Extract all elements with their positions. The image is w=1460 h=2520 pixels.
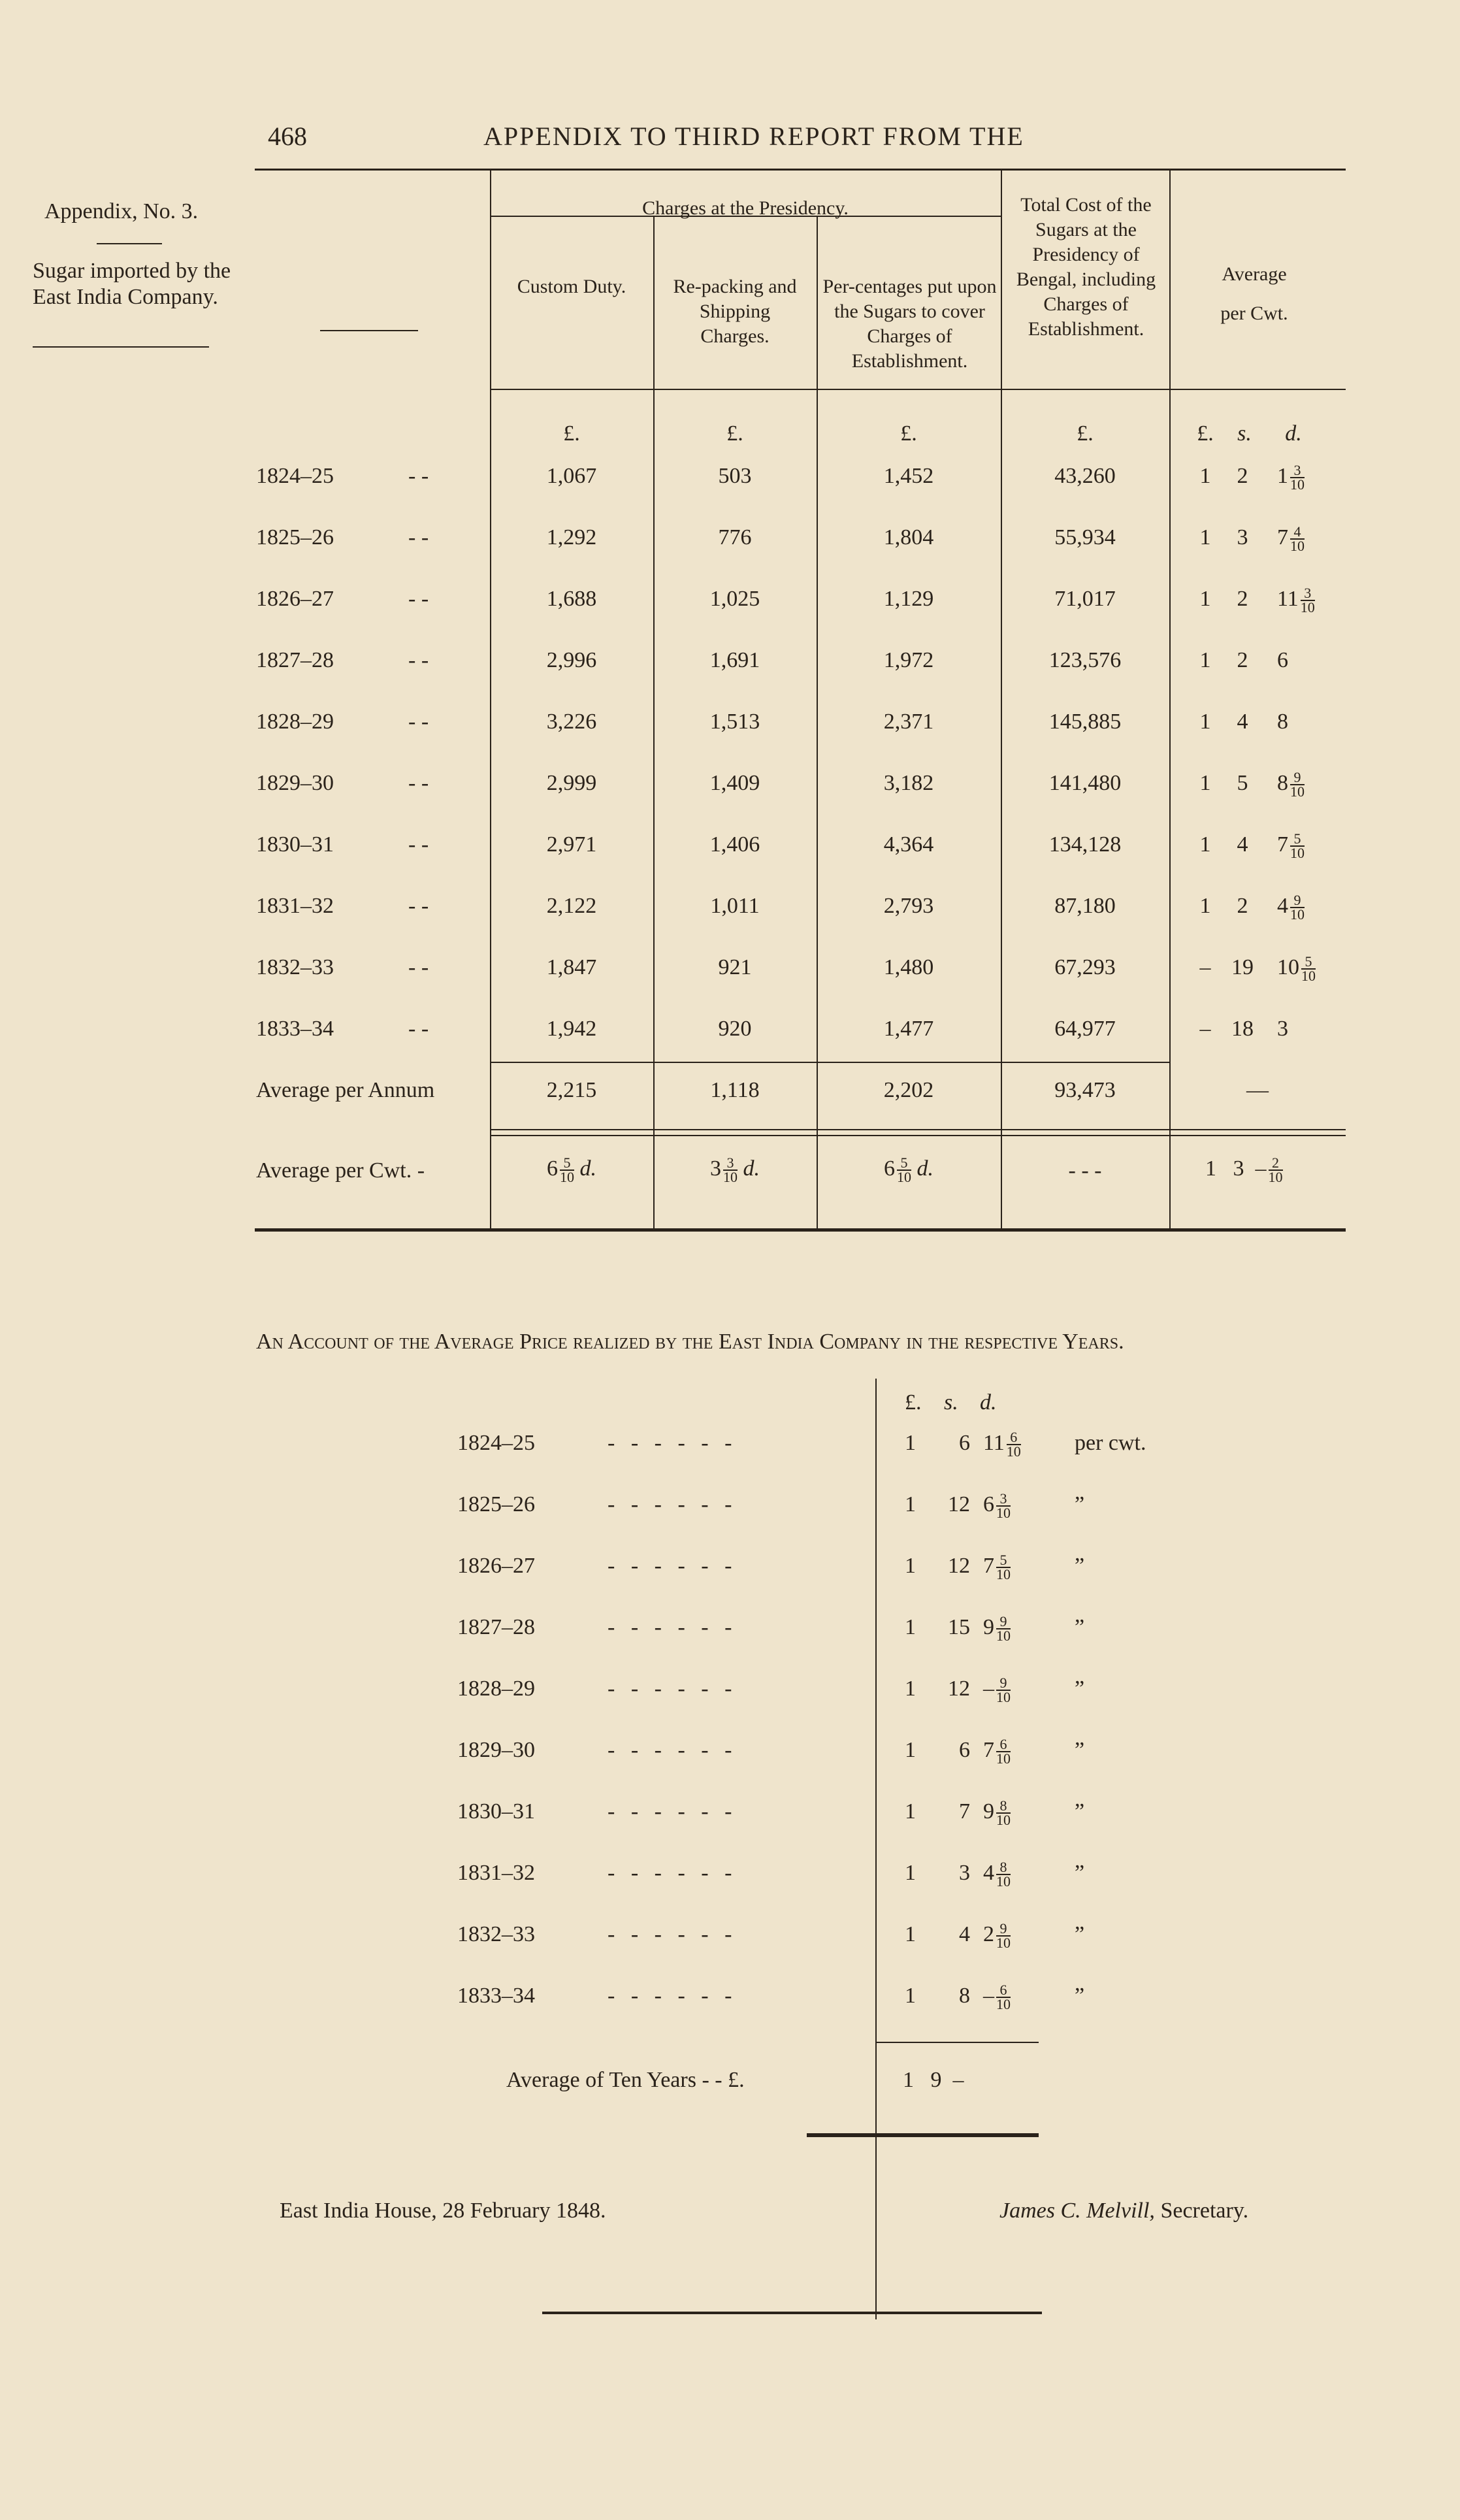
- account-row-year: 1825–26: [457, 1492, 535, 1516]
- row-avg-shillings: 3: [1237, 525, 1248, 549]
- row-avg-pence: [1277, 710, 1288, 734]
- account-row-pence: [983, 1922, 1011, 1950]
- row-year: 1829–30: [256, 771, 334, 795]
- row-custom-duty: 2,999: [546, 771, 597, 795]
- account-row-pounds: 1: [905, 1431, 916, 1455]
- account-row-year: 1832–33: [457, 1922, 535, 1946]
- page-number: 468: [268, 122, 307, 151]
- account-row-pounds: 1: [905, 1554, 916, 1578]
- fraction-denominator: 10: [1006, 1443, 1021, 1460]
- avg-annum-repack: 1,118: [710, 1078, 760, 1102]
- account-row-suffix: ”: [1075, 1799, 1085, 1824]
- row-dash: - -: [408, 894, 429, 918]
- row-avg-pence: [1277, 771, 1305, 798]
- fraction: [996, 1738, 1011, 1765]
- account-unit-pence: d.: [980, 1390, 997, 1415]
- row-avg-pence: [1277, 832, 1305, 860]
- pence-whole: 11: [983, 1431, 1005, 1455]
- account-row-pence: [983, 1492, 1011, 1520]
- fraction-numerator: 8: [996, 1861, 1011, 1875]
- fraction-numerator: 3: [1301, 587, 1315, 601]
- row-avg-pence: [1277, 648, 1288, 673]
- row-avg-pounds: 1: [1199, 832, 1211, 857]
- row-avg-shillings: 4: [1237, 832, 1248, 857]
- fraction-numerator: 3: [1290, 464, 1305, 478]
- row-percentages: 1,452: [883, 464, 934, 488]
- account-row-shillings: 4: [959, 1922, 970, 1946]
- row-year: 1828–29: [256, 710, 334, 734]
- row-year: 1824–25: [256, 464, 334, 488]
- row-year: 1827–28: [256, 648, 334, 672]
- row-repacking: 1,691: [709, 648, 760, 672]
- fraction-denominator: 10: [1290, 783, 1305, 800]
- account-row-suffix: ”: [1075, 1492, 1085, 1516]
- account-row-pounds: 1: [905, 1922, 916, 1946]
- header-custom-duty: Custom Duty.: [517, 276, 626, 297]
- fraction-denominator: 10: [1301, 968, 1316, 985]
- row-percentages: 3,182: [883, 771, 934, 795]
- avg-cwt-repack: 3 $\frac{3}{10}$ d.: [710, 1154, 760, 1186]
- row-avg-pounds: 1: [1199, 587, 1211, 611]
- row-dash: - -: [408, 1017, 429, 1041]
- row-avg-pounds: –: [1199, 1017, 1211, 1041]
- row-custom-duty: 1,292: [546, 525, 597, 549]
- row-custom-duty: 2,971: [546, 832, 597, 857]
- fraction: [1290, 464, 1305, 491]
- account-row-year: 1830–31: [457, 1799, 535, 1824]
- account-row-suffix: ”: [1075, 1922, 1085, 1946]
- fraction-numerator: 4: [1290, 525, 1305, 540]
- account-row-pounds: 1: [905, 1861, 916, 1885]
- fraction: [996, 1799, 1011, 1827]
- unit-total: £.: [1077, 421, 1094, 446]
- fraction-numerator: 8: [996, 1799, 1011, 1814]
- account-row-year: 1827–28: [457, 1615, 535, 1639]
- avg-cwt-average: 1 3 – $\frac{2}{10}$: [1205, 1154, 1283, 1186]
- fraction: [996, 1861, 1011, 1888]
- fraction-denominator: 10: [1290, 845, 1305, 862]
- row-avg-pence: [1277, 587, 1315, 614]
- fraction-numerator: 9: [996, 1615, 1011, 1629]
- fraction: [996, 1984, 1011, 2011]
- pence-whole: 1: [1277, 464, 1288, 488]
- fraction-numerator: 9: [996, 1677, 1011, 1691]
- fraction-numerator: 9: [1290, 894, 1305, 908]
- row-avg-pence: [1277, 525, 1305, 553]
- table1-bottom-rule: [255, 1228, 1346, 1232]
- pence-whole: 10: [1277, 955, 1299, 979]
- account-row-year: 1826–27: [457, 1554, 535, 1578]
- account-row-dashes: - - - - - -: [608, 1492, 738, 1516]
- account-row-shillings: 12: [948, 1554, 970, 1578]
- fraction: [1007, 1431, 1021, 1458]
- pence-whole: 2: [983, 1922, 994, 1946]
- pence-whole: –: [983, 1677, 994, 1701]
- account-row-year: 1824–25: [457, 1431, 535, 1455]
- fraction-denominator: 10: [996, 1750, 1011, 1767]
- pence-whole: 4: [983, 1861, 994, 1885]
- fraction-denominator: 10: [996, 1566, 1011, 1583]
- row-dash: - -: [408, 464, 429, 488]
- account-row-dashes: - - - - - -: [608, 1738, 738, 1762]
- account-row-dashes: - - - - - -: [608, 1984, 738, 2008]
- row-percentages: 2,793: [883, 894, 934, 918]
- row-total-cost: 134,128: [1048, 832, 1122, 857]
- fraction-numerator: 9: [996, 1922, 1011, 1937]
- account-row-pence: [983, 1738, 1011, 1765]
- table1-divider-5: [1169, 170, 1171, 1232]
- row-dash: - -: [408, 955, 429, 979]
- header-total-cost: Total Cost of the Sugars at the Presidency of Bengal, including Charges of Establishment.: [1016, 194, 1156, 340]
- side-rule-1: [97, 243, 162, 244]
- row-year: 1825–26: [256, 525, 334, 549]
- account-row-dashes: - - - - - -: [608, 1431, 738, 1455]
- account-average-value: 1 9 –: [903, 2068, 964, 2092]
- row-custom-duty: 1,847: [546, 955, 597, 979]
- signatory-role: Secretary.: [1160, 2199, 1249, 2223]
- account-row-pence: [983, 1799, 1011, 1827]
- avg-cwt-percent: 6 $\frac{5}{10}$ d.: [884, 1154, 933, 1186]
- account-row-dashes: - - - - - -: [608, 1615, 738, 1639]
- account-bottom-rule: [807, 2133, 1039, 2137]
- row-custom-duty: 2,122: [546, 894, 597, 918]
- row-custom-duty: 2,996: [546, 648, 597, 672]
- row-dash: - -: [408, 832, 429, 857]
- account-divider: [875, 1379, 877, 2319]
- fraction-denominator: 10: [1290, 476, 1305, 493]
- fraction-denominator: 10: [996, 1689, 1011, 1706]
- row-custom-duty: 1,942: [546, 1017, 597, 1041]
- row-percentages: 1,972: [883, 648, 934, 672]
- fraction: [1290, 525, 1305, 553]
- page-title: APPENDIX TO THIRD REPORT FROM THE: [483, 122, 1024, 151]
- unit-avg-shillings: s.: [1237, 421, 1252, 446]
- side-subject: Sugar imported by the East India Company.: [33, 259, 231, 309]
- fraction-denominator: 10: [996, 1873, 1011, 1890]
- row-total-cost: 123,576: [1048, 648, 1122, 672]
- row-repacking: 921: [718, 955, 752, 979]
- avg-annum-custom: 2,215: [546, 1078, 597, 1102]
- fraction-denominator: 10: [996, 1935, 1011, 1952]
- row-dash: - -: [408, 710, 429, 734]
- row-repacking: 776: [718, 525, 752, 549]
- row-dash: - -: [408, 771, 429, 795]
- pence-whole: 6: [983, 1492, 994, 1516]
- row-avg-pounds: 1: [1199, 525, 1211, 549]
- account-row-suffix: ”: [1075, 1554, 1085, 1578]
- unit-percent: £.: [900, 421, 917, 446]
- pence-whole: 7: [983, 1554, 994, 1578]
- row-avg-pence: [1277, 894, 1305, 921]
- signatory-name: James C. Melvill,: [999, 2199, 1155, 2223]
- pence-whole: 4: [1277, 894, 1288, 918]
- avg-annum-total: 93,473: [1054, 1078, 1116, 1102]
- account-row-year: 1833–34: [457, 1984, 535, 2008]
- row-percentages: 1,804: [883, 525, 934, 549]
- side-rule-2: [33, 346, 209, 348]
- account-unit-pounds: £.: [905, 1390, 922, 1415]
- row-year: 1826–27: [256, 587, 334, 611]
- row-year: 1830–31: [256, 832, 334, 857]
- account-row-shillings: 12: [948, 1492, 970, 1516]
- fraction: [996, 1922, 1011, 1950]
- account-row-suffix: ”: [1075, 1861, 1085, 1885]
- header-repacking: Re-packing and Shipping Charges.: [673, 276, 797, 347]
- fraction-denominator: 10: [996, 1505, 1011, 1522]
- avg-annum-average: —: [1246, 1078, 1269, 1102]
- row-total-cost: 67,293: [1054, 955, 1116, 979]
- row-total-cost: 64,977: [1054, 1017, 1116, 1041]
- row-repacking: 920: [718, 1017, 752, 1041]
- fraction-numerator: 6: [996, 1984, 1011, 1998]
- fraction: [1290, 832, 1305, 860]
- header-percentages: Per-centages put upon the Sugars to cover Charges of Establishment.: [822, 276, 997, 372]
- fraction: [996, 1554, 1011, 1581]
- row-avg-pence: [1277, 1017, 1288, 1041]
- fraction-denominator: 10: [996, 1812, 1011, 1829]
- account-row-suffix: ”: [1075, 1738, 1085, 1762]
- fraction-numerator: 9: [1290, 771, 1305, 785]
- row-year: 1833–34: [256, 1017, 334, 1041]
- row-repacking: 1,406: [709, 832, 760, 857]
- row-year: 1832–33: [256, 955, 334, 979]
- row-total-cost: 87,180: [1054, 894, 1116, 918]
- avg-cwt-total: - - -: [1068, 1158, 1102, 1183]
- fraction: [996, 1615, 1011, 1643]
- table1-divider-1: [490, 170, 491, 1232]
- pence-whole: 8: [1277, 771, 1288, 795]
- fraction: [1301, 955, 1316, 983]
- row-avg-pounds: 1: [1199, 464, 1211, 488]
- row-total-cost: 55,934: [1054, 525, 1116, 549]
- unit-repack: £.: [726, 421, 743, 446]
- row-dash: - -: [408, 648, 429, 672]
- row-total-cost: 43,260: [1054, 464, 1116, 488]
- fraction-denominator: 10: [1290, 906, 1305, 923]
- fraction-numerator: 3: [996, 1492, 1011, 1507]
- unit-avg-pence: d.: [1285, 421, 1302, 446]
- unit-avg-pounds: £.: [1197, 421, 1214, 446]
- row-year: 1831–32: [256, 894, 334, 918]
- row-dash: - -: [408, 587, 429, 611]
- account-row-pounds: 1: [905, 1738, 916, 1762]
- account-row-dashes: - - - - - -: [608, 1677, 738, 1701]
- fraction-numerator: 6: [996, 1738, 1011, 1752]
- row-avg-pounds: 1: [1199, 710, 1211, 734]
- account-sum-rule: [875, 2042, 1039, 2043]
- side-rule-3: [320, 330, 418, 331]
- row-repacking: 1,011: [710, 894, 760, 918]
- row-dash: - -: [408, 525, 429, 549]
- pence-whole: 3: [1277, 1017, 1288, 1041]
- pence-whole: 8: [1277, 710, 1288, 734]
- row-avg-pounds: –: [1199, 955, 1211, 979]
- account-row-pounds: 1: [905, 1799, 916, 1824]
- pence-whole: 9: [983, 1615, 994, 1639]
- row-repacking: 1,025: [709, 587, 760, 611]
- row-total-cost: 145,885: [1048, 710, 1122, 734]
- unit-custom: £.: [563, 421, 580, 446]
- account-row-pence: [983, 1554, 1011, 1581]
- account-row-dashes: - - - - - -: [608, 1922, 738, 1946]
- row-avg-shillings: 19: [1231, 955, 1254, 979]
- account-row-pounds: 1: [905, 1615, 916, 1639]
- row-percentages: 1,480: [883, 955, 934, 979]
- pence-whole: 7: [1277, 525, 1288, 549]
- account-row-suffix: ”: [1075, 1984, 1085, 2008]
- account-row-pence: [983, 1615, 1011, 1643]
- row-avg-pounds: 1: [1199, 648, 1211, 672]
- account-row-shillings: 8: [959, 1984, 970, 2008]
- footer-place: East India House, 28 February 1848.: [280, 2199, 606, 2223]
- row-custom-duty: 1,067: [546, 464, 597, 488]
- row-avg-shillings: 18: [1231, 1017, 1254, 1041]
- row-total-cost: 141,480: [1048, 771, 1122, 795]
- annum-rule-1: [490, 1129, 1346, 1130]
- row-avg-shillings: 2: [1237, 464, 1248, 488]
- row-repacking: 1,513: [709, 710, 760, 734]
- account-row-dashes: - - - - - -: [608, 1554, 738, 1578]
- fraction: [1290, 771, 1305, 798]
- account-title: An Account of the Average Price realized by the East India Company in the respective Years.: [256, 1330, 1124, 1354]
- fraction: [996, 1492, 1011, 1520]
- avg-annum-percent: 2,202: [883, 1078, 934, 1102]
- pence-whole: 6: [1277, 648, 1288, 672]
- row-avg-shillings: 4: [1237, 710, 1248, 734]
- header-average: Average per Cwt.: [1220, 263, 1288, 324]
- avg-cwt-custom: 6 $\frac{5}{10}$ d.: [547, 1154, 596, 1186]
- fraction: [1290, 894, 1305, 921]
- account-row-shillings: 12: [948, 1677, 970, 1701]
- account-row-year: 1829–30: [457, 1738, 535, 1762]
- row-custom-duty: 3,226: [546, 710, 597, 734]
- account-row-dashes: - - - - - -: [608, 1861, 738, 1885]
- account-unit-shillings: s.: [944, 1390, 958, 1415]
- annum-rule-2: [490, 1135, 1346, 1136]
- row-avg-pence: [1277, 464, 1305, 491]
- pence-whole: –: [983, 1984, 994, 2008]
- account-row-shillings: 6: [959, 1431, 970, 1455]
- account-row-shillings: 15: [948, 1615, 970, 1639]
- footer-rule: [542, 2312, 1042, 2314]
- row-avg-shillings: 2: [1237, 587, 1248, 611]
- row-total-cost: 71,017: [1054, 587, 1116, 611]
- account-average-label: Average of Ten Years - - £.: [506, 2068, 745, 2092]
- row-percentages: 2,371: [883, 710, 934, 734]
- row-percentages: 1,477: [883, 1017, 934, 1041]
- fraction-numerator: 6: [1007, 1431, 1021, 1445]
- side-appendix: Appendix, No. 3.: [44, 199, 199, 223]
- account-row-pence: [983, 1861, 1011, 1888]
- fraction-denominator: 10: [1300, 599, 1315, 616]
- row-avg-shillings: 2: [1237, 648, 1248, 672]
- account-row-pence: [983, 1677, 1011, 1704]
- row-percentages: 1,129: [883, 587, 934, 611]
- account-row-shillings: 7: [959, 1799, 970, 1824]
- table1-divider-4: [1001, 170, 1002, 1232]
- fraction-denominator: 10: [996, 1996, 1011, 2013]
- account-row-dashes: - - - - - -: [608, 1799, 738, 1824]
- fraction-numerator: 5: [996, 1554, 1011, 1568]
- fraction-denominator: 10: [1290, 538, 1305, 555]
- pence-whole: 7: [983, 1738, 994, 1762]
- account-row-suffix: ”: [1075, 1677, 1085, 1701]
- row-avg-shillings: 5: [1237, 771, 1248, 795]
- account-row-suffix: ”: [1075, 1615, 1085, 1639]
- account-row-shillings: 3: [959, 1861, 970, 1885]
- pence-whole: 7: [1277, 832, 1288, 857]
- account-row-pounds: 1: [905, 1492, 916, 1516]
- row-avg-pounds: 1: [1199, 894, 1211, 918]
- account-row-pence: [983, 1984, 1011, 2011]
- row-repacking: 503: [718, 464, 752, 488]
- fraction-numerator: 5: [1301, 955, 1316, 970]
- table1-header-rule: [490, 389, 1346, 390]
- header-charges-presidency: Charges at the Presidency.: [642, 197, 849, 219]
- account-row-pounds: 1: [905, 1677, 916, 1701]
- pence-whole: 11: [1277, 587, 1299, 611]
- annum-top-rule: [490, 1062, 1169, 1063]
- fraction-denominator: 10: [996, 1628, 1011, 1645]
- row-repacking: 1,409: [709, 771, 760, 795]
- row-avg-shillings: 2: [1237, 894, 1248, 918]
- account-row-shillings: 6: [959, 1738, 970, 1762]
- account-row-year: 1831–32: [457, 1861, 535, 1885]
- footer-signature: [999, 2199, 1248, 2223]
- account-row-year: 1828–29: [457, 1677, 535, 1701]
- avg-cwt-label: Average per Cwt. -: [256, 1158, 425, 1183]
- pence-whole: 9: [983, 1799, 994, 1824]
- account-row-pounds: 1: [905, 1984, 916, 2008]
- header-rule: [255, 169, 1346, 171]
- row-avg-pounds: 1: [1199, 771, 1211, 795]
- fraction-numerator: 5: [1290, 832, 1305, 847]
- fraction: [1301, 587, 1315, 614]
- row-custom-duty: 1,688: [546, 587, 597, 611]
- row-percentages: 4,364: [883, 832, 934, 857]
- fraction: [996, 1677, 1011, 1704]
- avg-annum-label: Average per Annum: [256, 1078, 435, 1102]
- row-avg-pence: [1277, 955, 1316, 983]
- account-row-suffix: per cwt.: [1075, 1431, 1146, 1455]
- account-row-pence: [983, 1431, 1021, 1458]
